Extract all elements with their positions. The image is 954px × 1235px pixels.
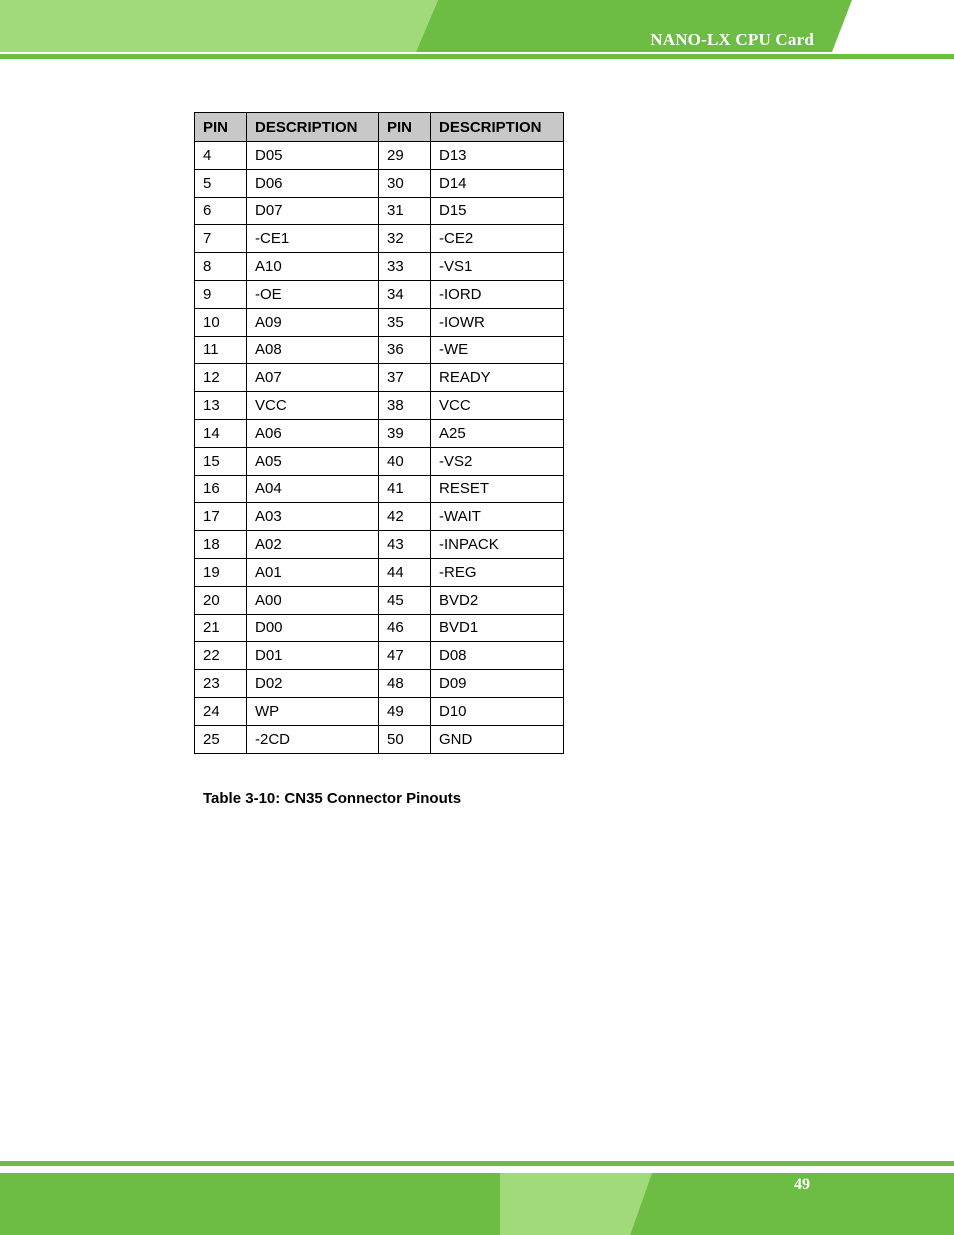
description-cell: RESET <box>431 475 564 503</box>
table-row <box>195 447 564 475</box>
description-cell: D13 <box>431 142 564 170</box>
table-row <box>195 475 564 503</box>
pin-cell: 43 <box>379 531 431 559</box>
table-row <box>195 253 564 281</box>
pin-cell: 30 <box>379 169 431 197</box>
pinout-table <box>194 112 564 754</box>
description-cell: -VS1 <box>431 253 564 281</box>
description-cell: D01 <box>247 642 379 670</box>
description-cell: -VS2 <box>431 447 564 475</box>
header-title: NANO-LX CPU Card <box>650 30 814 49</box>
table-row <box>195 280 564 308</box>
column-header-pin: PIN <box>195 113 247 142</box>
pin-cell: 6 <box>195 197 247 225</box>
table-row <box>195 558 564 586</box>
description-cell: A09 <box>247 308 379 336</box>
table-row <box>195 642 564 670</box>
description-cell: D02 <box>247 670 379 698</box>
pin-cell: 42 <box>379 503 431 531</box>
description-cell: D08 <box>431 642 564 670</box>
table-row <box>195 697 564 725</box>
pin-cell: 7 <box>195 225 247 253</box>
description-cell: A08 <box>247 336 379 364</box>
pin-cell: 48 <box>379 670 431 698</box>
description-cell: -CE1 <box>247 225 379 253</box>
description-cell: READY <box>431 364 564 392</box>
pin-cell: 21 <box>195 614 247 642</box>
description-cell: A06 <box>247 419 379 447</box>
pin-cell: 34 <box>379 280 431 308</box>
pin-cell: 44 <box>379 558 431 586</box>
pin-cell: 12 <box>195 364 247 392</box>
pin-cell: 25 <box>195 725 247 753</box>
column-header-pin: PIN <box>379 113 431 142</box>
description-cell: -OE <box>247 280 379 308</box>
pin-cell: 38 <box>379 392 431 420</box>
description-cell: A03 <box>247 503 379 531</box>
description-cell: -2CD <box>247 725 379 753</box>
pin-cell: 50 <box>379 725 431 753</box>
table-row <box>195 725 564 753</box>
pin-cell: 40 <box>379 447 431 475</box>
table-row <box>195 392 564 420</box>
table-row <box>195 364 564 392</box>
table-row <box>195 419 564 447</box>
pin-cell: 35 <box>379 308 431 336</box>
pin-cell: 24 <box>195 697 247 725</box>
table-row <box>195 503 564 531</box>
pin-cell: 9 <box>195 280 247 308</box>
pin-cell: 36 <box>379 336 431 364</box>
pin-cell: 22 <box>195 642 247 670</box>
description-cell: D07 <box>247 197 379 225</box>
description-cell: -IOWR <box>431 308 564 336</box>
pin-cell: 16 <box>195 475 247 503</box>
pin-cell: 45 <box>379 586 431 614</box>
description-cell: GND <box>431 725 564 753</box>
page-number: 49 <box>794 1176 810 1193</box>
table-row <box>195 336 564 364</box>
table-row <box>195 142 564 170</box>
description-cell: -WAIT <box>431 503 564 531</box>
description-cell: D14 <box>431 169 564 197</box>
table-body <box>195 142 564 754</box>
description-cell: D00 <box>247 614 379 642</box>
table-row <box>195 614 564 642</box>
pin-cell: 37 <box>379 364 431 392</box>
description-cell: BVD1 <box>431 614 564 642</box>
pin-cell: 29 <box>379 142 431 170</box>
pin-cell: 18 <box>195 531 247 559</box>
description-cell: A01 <box>247 558 379 586</box>
description-cell: A02 <box>247 531 379 559</box>
description-cell: -REG <box>431 558 564 586</box>
pin-cell: 5 <box>195 169 247 197</box>
pin-cell: 49 <box>379 697 431 725</box>
description-cell: D05 <box>247 142 379 170</box>
table-row <box>195 308 564 336</box>
description-cell: -IORD <box>431 280 564 308</box>
description-cell: A07 <box>247 364 379 392</box>
description-cell: BVD2 <box>431 586 564 614</box>
description-cell: A10 <box>247 253 379 281</box>
pin-cell: 8 <box>195 253 247 281</box>
pin-cell: 33 <box>379 253 431 281</box>
table-header-row <box>195 113 564 142</box>
footer-banner-graphic <box>0 1158 954 1235</box>
column-header-description: DESCRIPTION <box>247 113 379 142</box>
table-row <box>195 670 564 698</box>
description-cell: D15 <box>431 197 564 225</box>
description-cell: VCC <box>247 392 379 420</box>
description-cell: VCC <box>431 392 564 420</box>
description-cell: -WE <box>431 336 564 364</box>
pin-cell: 15 <box>195 447 247 475</box>
table-row <box>195 531 564 559</box>
pin-cell: 4 <box>195 142 247 170</box>
description-cell: A25 <box>431 419 564 447</box>
description-cell: A05 <box>247 447 379 475</box>
description-cell: D09 <box>431 670 564 698</box>
table-row <box>195 169 564 197</box>
table-row <box>195 225 564 253</box>
pin-cell: 17 <box>195 503 247 531</box>
pin-cell: 39 <box>379 419 431 447</box>
description-cell: A00 <box>247 586 379 614</box>
pin-cell: 10 <box>195 308 247 336</box>
description-cell: -CE2 <box>431 225 564 253</box>
pin-cell: 11 <box>195 336 247 364</box>
pin-cell: 31 <box>379 197 431 225</box>
description-cell: A04 <box>247 475 379 503</box>
description-cell: -INPACK <box>431 531 564 559</box>
page-footer <box>0 1158 954 1235</box>
table-row <box>195 197 564 225</box>
pin-cell: 13 <box>195 392 247 420</box>
pin-cell: 20 <box>195 586 247 614</box>
pin-cell: 32 <box>379 225 431 253</box>
description-cell: D10 <box>431 697 564 725</box>
page-header <box>0 0 954 60</box>
table-row <box>195 586 564 614</box>
pin-cell: 46 <box>379 614 431 642</box>
description-cell: D06 <box>247 169 379 197</box>
pin-cell: 19 <box>195 558 247 586</box>
pin-cell: 23 <box>195 670 247 698</box>
pin-cell: 47 <box>379 642 431 670</box>
table-caption: Table 3-10: CN35 Connector Pinouts <box>203 790 462 807</box>
pin-cell: 41 <box>379 475 431 503</box>
pin-cell: 14 <box>195 419 247 447</box>
column-header-description: DESCRIPTION <box>431 113 564 142</box>
description-cell: WP <box>247 697 379 725</box>
